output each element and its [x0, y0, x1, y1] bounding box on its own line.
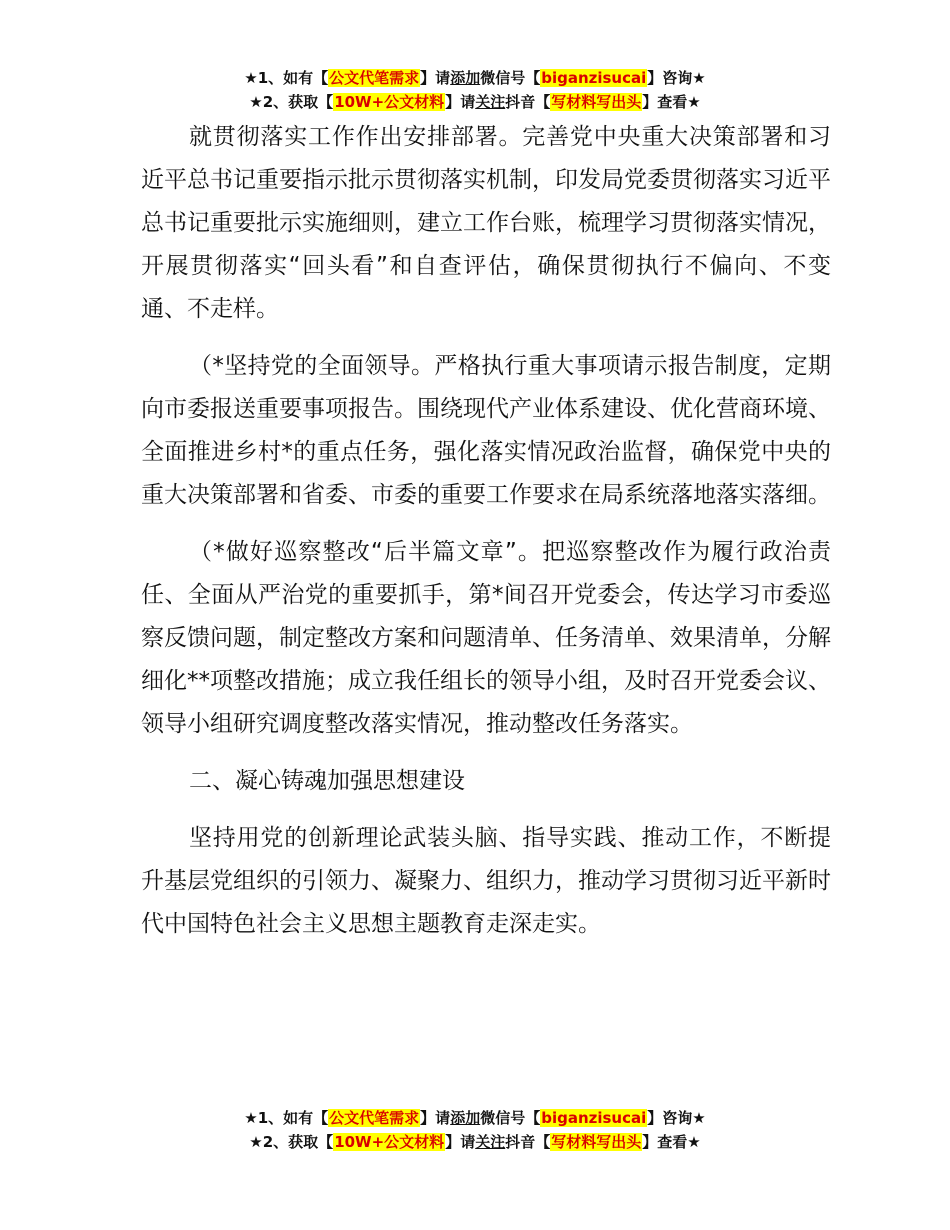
banner-highlight: 10W+公文材料 [334, 1133, 445, 1151]
banner-highlight: 公文代笔需求 [329, 69, 420, 87]
banner-text: 微信号【 [480, 69, 541, 87]
banner-highlight: biganzisucai [541, 69, 647, 87]
body-paragraph: （*做好巡察整改“后半篇文章”。把巡察整改作为履行政治责任、全面从严治党的重要抓手，第*间召开党委会，传达学习市委巡察反馈问题，制定整改方案和问题清单、任务清单、效果清单，分解细化**项整改措施；成立我任组长的领导小组，及时召开党委会议、领导小组研究调度整改落实情况，推动整改任务落实。 [141, 539, 831, 737]
banner-text: 】咨询★ [647, 1109, 706, 1127]
banner-highlight: 写材料写出头 [551, 1133, 642, 1151]
body-paragraph: 坚持用党的创新理论武装头脑、指导实践、推动工作，不断提升基层党组织的引领力、凝聚力、组织力，推动学习贯彻习近平新时代中国特色社会主义思想主题教育走深走实。 [141, 825, 831, 937]
banner-text: ★2、获取【 [249, 1133, 334, 1151]
body-paragraph: 就贯彻落实工作作出安排部署。完善党中央重大决策部署和习近平总书记重要指示批示贯彻落实机制，印发局党委贯彻落实习近平总书记重要批示实施细则，建立工作台账，梳理学习贯彻落实情况，开展贯彻落实“回头看”和自查评估，确保贯彻执行不偏向、不变通、不走样。 [141, 124, 831, 322]
banner-highlight: 公文代笔需求 [329, 1109, 420, 1127]
banner-highlight: 10W+公文材料 [334, 93, 445, 111]
banner-text: 】查看★ [642, 1133, 701, 1151]
banner-text: 】请 [445, 1133, 476, 1151]
banner-text: 】请 [445, 93, 476, 111]
document-body [141, 116, 831, 960]
banner-text: ★1、如有【 [244, 1109, 329, 1127]
banner-text: 】请 [420, 69, 451, 87]
banner-underlined-text: 关注 [475, 93, 506, 111]
banner-line-2 [0, 90, 950, 114]
banner-text: 】请 [420, 1109, 451, 1127]
banner-text: 】查看★ [642, 93, 701, 111]
banner-text: 】咨询★ [647, 69, 706, 87]
banner-line-1 [0, 1106, 950, 1130]
body-paragraph: （*坚持党的全面领导。严格执行重大事项请示报告制度，定期向市委报送重要事项报告。围绕现代产业体系建设、优化营商环境、全面推进乡村*的重点任务，强化落实情况政治监督，确保党中央的重大决策部署和省委、市委的重要工作要求在局系统落地落实落细。 [141, 353, 831, 508]
banner-text: ★1、如有【 [244, 69, 329, 87]
banner-line-1 [0, 66, 950, 90]
banner-text: ★2、获取【 [249, 93, 334, 111]
banner-highlight: biganzisucai [541, 1109, 647, 1127]
banner-text: 抖音【 [505, 1133, 551, 1151]
banner-underlined-text: 关注 [475, 1133, 506, 1151]
banner-highlight: 写材料写出头 [551, 93, 642, 111]
banner-text: 微信号【 [480, 1109, 541, 1127]
section-heading: 二、凝心铸魂加强思想建设 [189, 768, 465, 794]
banner-text: 抖音【 [505, 93, 551, 111]
header-banner [0, 66, 950, 114]
banner-line-2 [0, 1130, 950, 1154]
banner-underlined-text: 添加 [450, 69, 481, 87]
footer-banner [0, 1106, 950, 1154]
banner-underlined-text: 添加 [450, 1109, 481, 1127]
